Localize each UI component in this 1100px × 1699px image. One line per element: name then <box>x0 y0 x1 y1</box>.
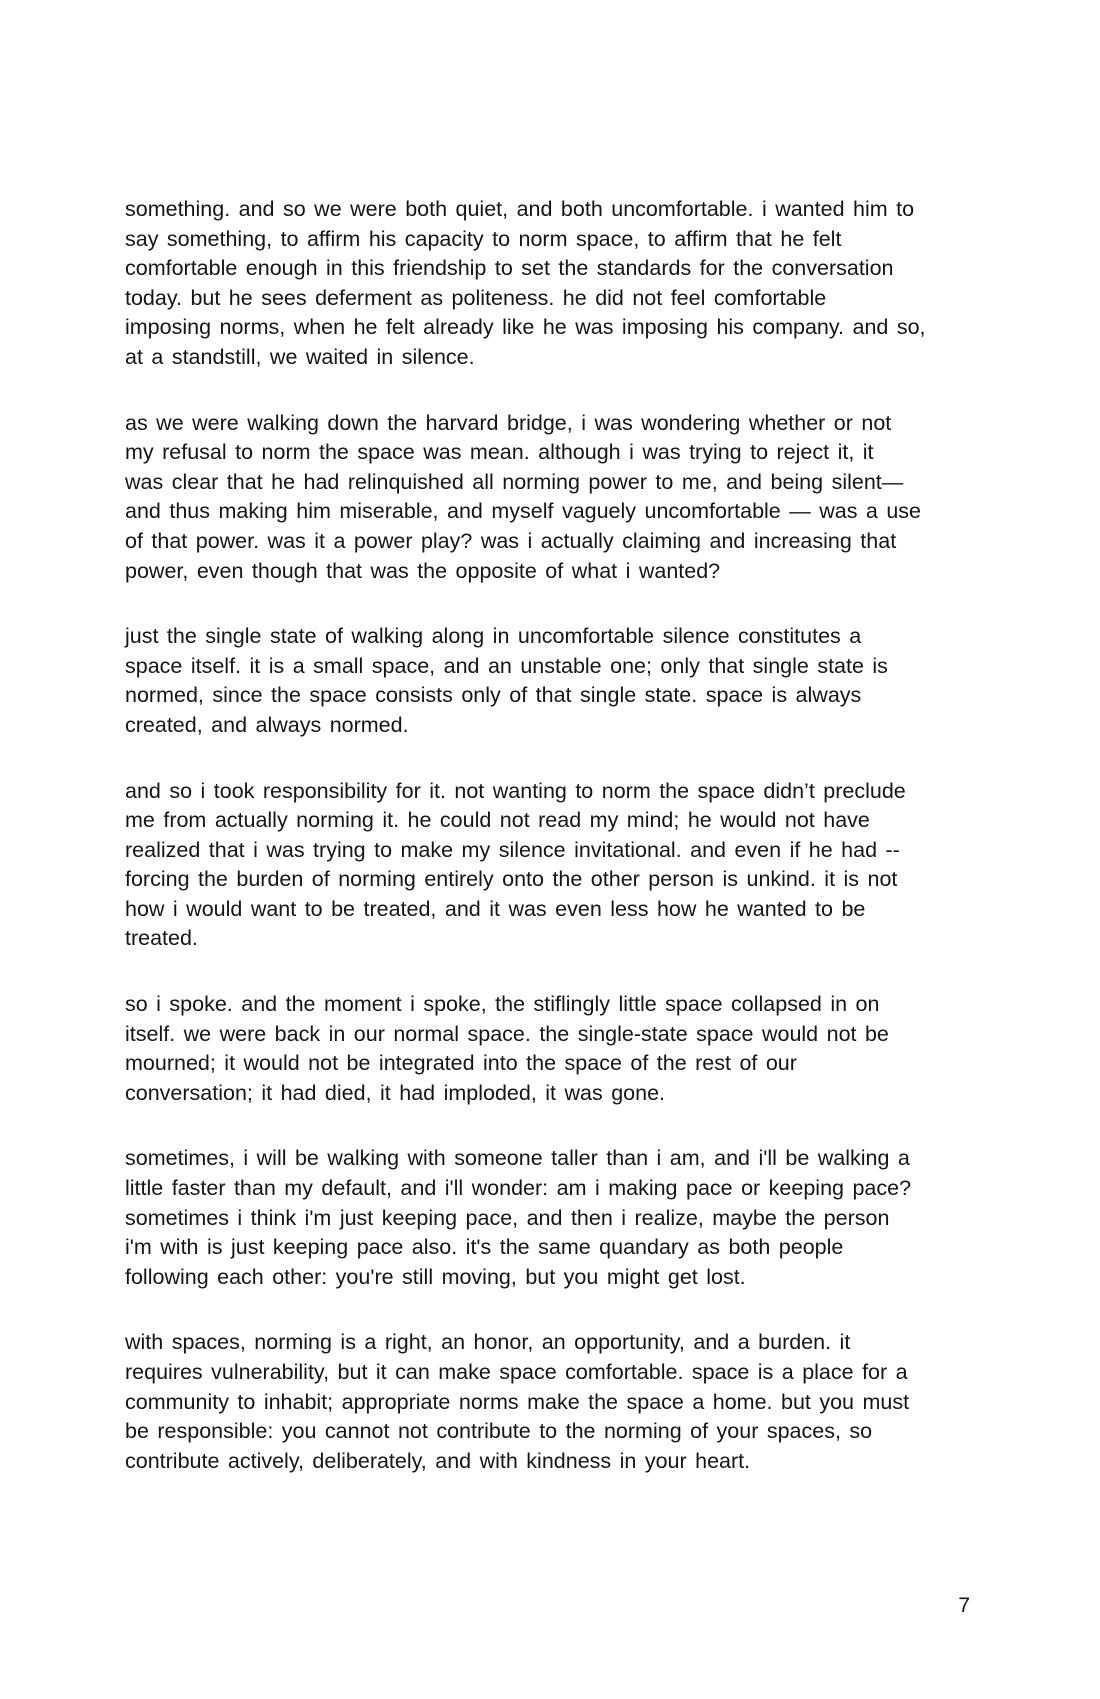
text-line: normed, since the space consists only of that single state. space is always <box>125 683 862 708</box>
text-line: me from actually norming it. he could not read my mind; he would not have <box>125 808 870 833</box>
text-line: itself. we were back in our normal space. the single-state space would not be <box>125 1021 889 1046</box>
text-line: say something, to affirm his capacity to norm space, to affirm that he felt <box>125 226 842 251</box>
text-line: something. and so we were both quiet, and both uncomfortable. i wanted him to <box>125 197 915 221</box>
text-line: my refusal to norm the space was mean. although i was trying to reject it, it <box>125 440 874 465</box>
paragraph <box>125 990 977 1108</box>
text-line: forcing the burden of norming entirely onto the other person is unkind. it is not <box>125 867 898 892</box>
text-line: conversation; it had died, it had imploded, it was gone. <box>125 1080 666 1105</box>
text-line: community to inhabit; appropriate norms make the space a home. but you must <box>125 1389 910 1414</box>
text-line: space itself. it is a small space, and an unstable one; only that single state is <box>125 653 888 678</box>
text-line: and so i took responsibility for it. not wanting to norm the space didn’t preclude <box>125 778 906 803</box>
text-line: comfortable enough in this friendship to set the standards for the conversation <box>125 256 894 281</box>
text-line: today. but he sees deferment as politeness. he did not feel comfortable <box>125 285 827 310</box>
text-line: was clear that he had relinquished all norming power to me, and being silent— <box>125 469 904 494</box>
paragraph <box>125 195 977 373</box>
text-line: so i spoke. and the moment i spoke, the stiflingly little space collapsed in on <box>125 992 880 1017</box>
document-body <box>125 195 977 1476</box>
text-line: created, and always normed. <box>125 712 409 737</box>
text-line: be responsible: you cannot not contribute to the norming of your spaces, so <box>125 1419 873 1444</box>
text-line: little faster than my default, and i'll wonder: am i making pace or keeping pace? <box>125 1176 912 1201</box>
text-line: with spaces, norming is a right, an honor, an opportunity, and a burden. it <box>125 1330 851 1355</box>
paragraph <box>125 409 977 587</box>
text-line: mourned; it would not be integrated into the space of the rest of our <box>125 1051 797 1076</box>
text-line: sometimes, i will be walking with someone taller than i am, and i'll be walking a <box>125 1146 910 1171</box>
text-line: at a standstill, we waited in silence. <box>125 344 475 369</box>
text-line: as we were walking down the harvard bridge, i was wondering whether or not <box>125 410 892 435</box>
text-line: treated. <box>125 926 198 951</box>
text-line: how i would want to be treated, and it was even less how he wanted to be <box>125 896 866 921</box>
paragraph <box>125 777 977 955</box>
paragraph <box>125 1328 977 1476</box>
text-line: of that power. was it a power play? was i actually claiming and increasing that <box>125 528 897 553</box>
text-line: requires vulnerability, but it can make space comfortable. space is a place for a <box>125 1360 908 1384</box>
paragraph <box>125 1144 977 1292</box>
text-line: and thus making him miserable, and myself vaguely uncomfortable — was a use <box>125 499 922 524</box>
text-line: realized that i was trying to make my silence invitational. and even if he had -- <box>125 837 900 862</box>
paragraph <box>125 622 977 740</box>
text-line: i'm with is just keeping pace also. it's the same quandary as both people <box>125 1235 844 1260</box>
text-line: sometimes i think i'm just keeping pace, and then i realize, maybe the person <box>125 1205 890 1230</box>
text-line: following each other: you're still moving, but you might get lost. <box>125 1264 746 1289</box>
text-line: power, even though that was the opposite of what i wanted? <box>125 558 721 583</box>
page-number: 7 <box>958 1594 970 1617</box>
text-line: imposing norms, when he felt already like he was imposing his company. and so, <box>125 315 926 340</box>
text-line: just the single state of walking along in uncomfortable silence constitutes a <box>125 624 862 649</box>
text-line: contribute actively, deliberately, and with kindness in your heart. <box>125 1448 751 1473</box>
